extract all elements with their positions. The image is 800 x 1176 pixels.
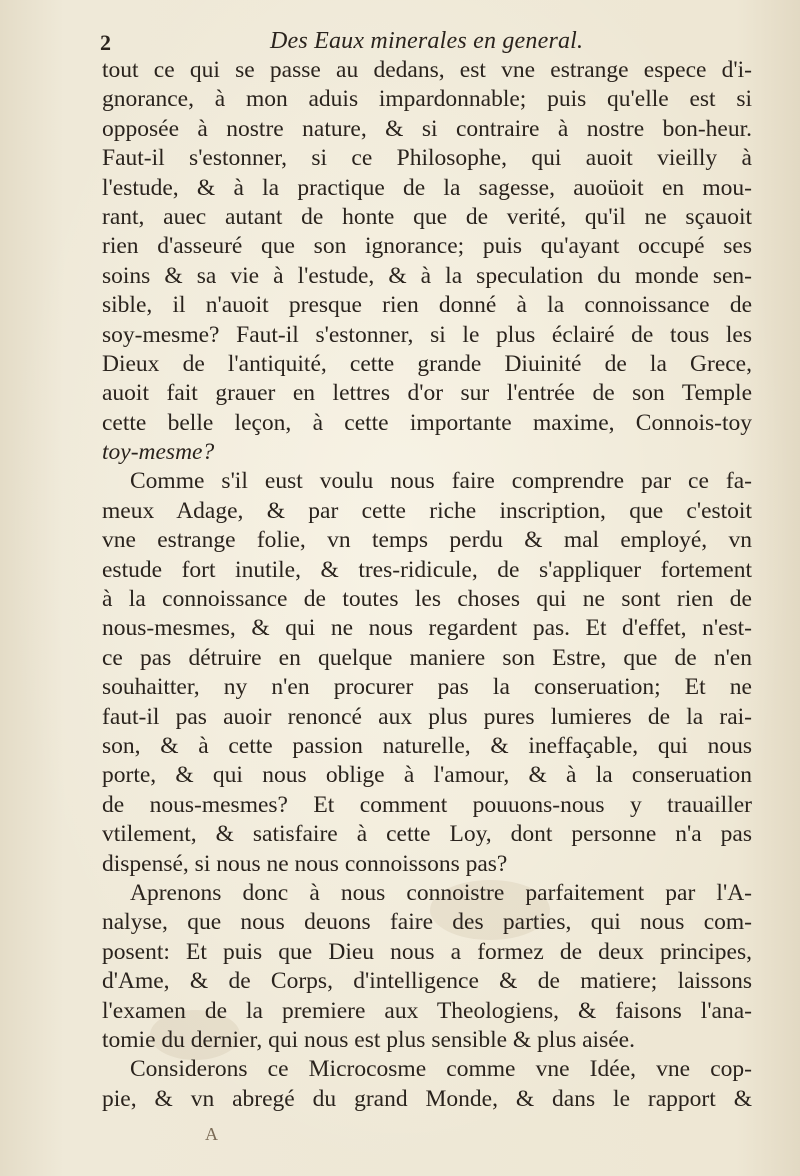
text-line: à la connoissance de toutes les choses qui ne sont rien de xyxy=(102,586,752,613)
text-line: l'examen de la premiere aux Theologiens, & faisons l'ana- xyxy=(102,997,752,1024)
text-line: Aprenons donc à nous connoistre parfaitement par l'A- xyxy=(130,879,752,906)
text-line: gnorance, à mon aduis impardonnable; puis qu'elle est si xyxy=(102,86,752,113)
text-line: estude fort inutile, & tres-ridicule, de s'appliquer fortement xyxy=(102,556,752,583)
page-number: 2 xyxy=(100,30,111,55)
text-line: auoit fait grauer en lettres d'or sur l'entrée de son Temple xyxy=(102,380,752,407)
text-line: Comme s'il eust voulu nous faire comprendre par ce fa- xyxy=(130,468,752,495)
text-line: pie, & vn abregé du grand Monde, & dans le rapport & xyxy=(102,1085,752,1112)
signature-mark: A xyxy=(205,1124,218,1144)
text-line: Dieux de l'antiquité, cette grande Diuinité de la Grece, xyxy=(102,350,752,377)
running-head: Des Eaux minerales en general. xyxy=(270,28,584,54)
text-line: tomie du dernier, qui nous est plus sensible & plus aisée. xyxy=(102,1026,635,1053)
text-line: sible, il n'auoit presque rien donné à la connoissance de xyxy=(102,292,752,319)
text-line: rien d'asseuré que son ignorance; puis qu'ayant occupé ses xyxy=(102,233,752,260)
text-line: souhaitter, ny n'en procurer pas la conseruation; Et ne xyxy=(102,674,752,701)
text-line: porte, & qui nous oblige à l'amour, & à la conseruation xyxy=(102,762,752,789)
text-line: Considerons ce Microcosme comme vne Idée, vne cop- xyxy=(130,1056,752,1083)
text-line: toy-mesme? xyxy=(102,439,215,466)
page-header xyxy=(100,26,760,60)
text-line: meux Adage, & par cette riche inscription, que c'estoit xyxy=(102,497,752,524)
text-line: d'Ame, & de Corps, d'intelligence & de matiere; laissons xyxy=(102,968,752,995)
text-line: l'estude, & à la practique de la sagesse, auoüoit en mou- xyxy=(102,174,752,201)
text-line: cette belle leçon, à cette importante maxime, Connois-toy xyxy=(102,409,752,436)
text-line: rant, auec autant de honte que de verité, qu'il ne sçauoit xyxy=(102,203,752,230)
text-line: vne estrange folie, vn temps perdu & mal employé, vn xyxy=(102,527,752,554)
text-line: opposée à nostre nature, & si contraire à nostre bon-heur. xyxy=(102,115,752,142)
text-line: dispensé, si nous ne nous connoissons pas? xyxy=(102,850,508,877)
text-line: soy-mesme? Faut-il s'estonner, si le plus éclairé de tous les xyxy=(102,321,752,348)
text-line: vtilement, & satisfaire à cette Loy, dont personne n'a pas xyxy=(102,821,752,848)
text-line: de nous-mesmes? Et comment pouuons-nous y trauailler xyxy=(102,791,752,818)
text-line: soins & sa vie à l'estude, & à la speculation du monde sen- xyxy=(102,262,752,289)
text-line: posent: Et puis que Dieu nous a formez de deux principes, xyxy=(102,938,752,965)
text-line: tout ce qui se passe au dedans, est vne estrange espece d'i- xyxy=(102,57,752,83)
text-line: faut-il pas auoir renoncé aux plus pures lumieres de la rai- xyxy=(102,703,752,730)
text-line: nous-mesmes, & qui ne nous regardent pas. Et d'effet, n'est- xyxy=(102,615,752,642)
text-line: ce pas détruire en quelque maniere son Estre, que de n'en xyxy=(102,644,752,671)
text-line: Faut-il s'estonner, si ce Philosophe, qui auoit vieilly à xyxy=(102,145,752,172)
text-line: son, & à cette passion naturelle, & ineffaçable, qui nous xyxy=(102,732,752,759)
body-text xyxy=(102,56,752,1114)
text-line: nalyse, que nous deuons faire des parties, qui nous com- xyxy=(102,909,752,936)
